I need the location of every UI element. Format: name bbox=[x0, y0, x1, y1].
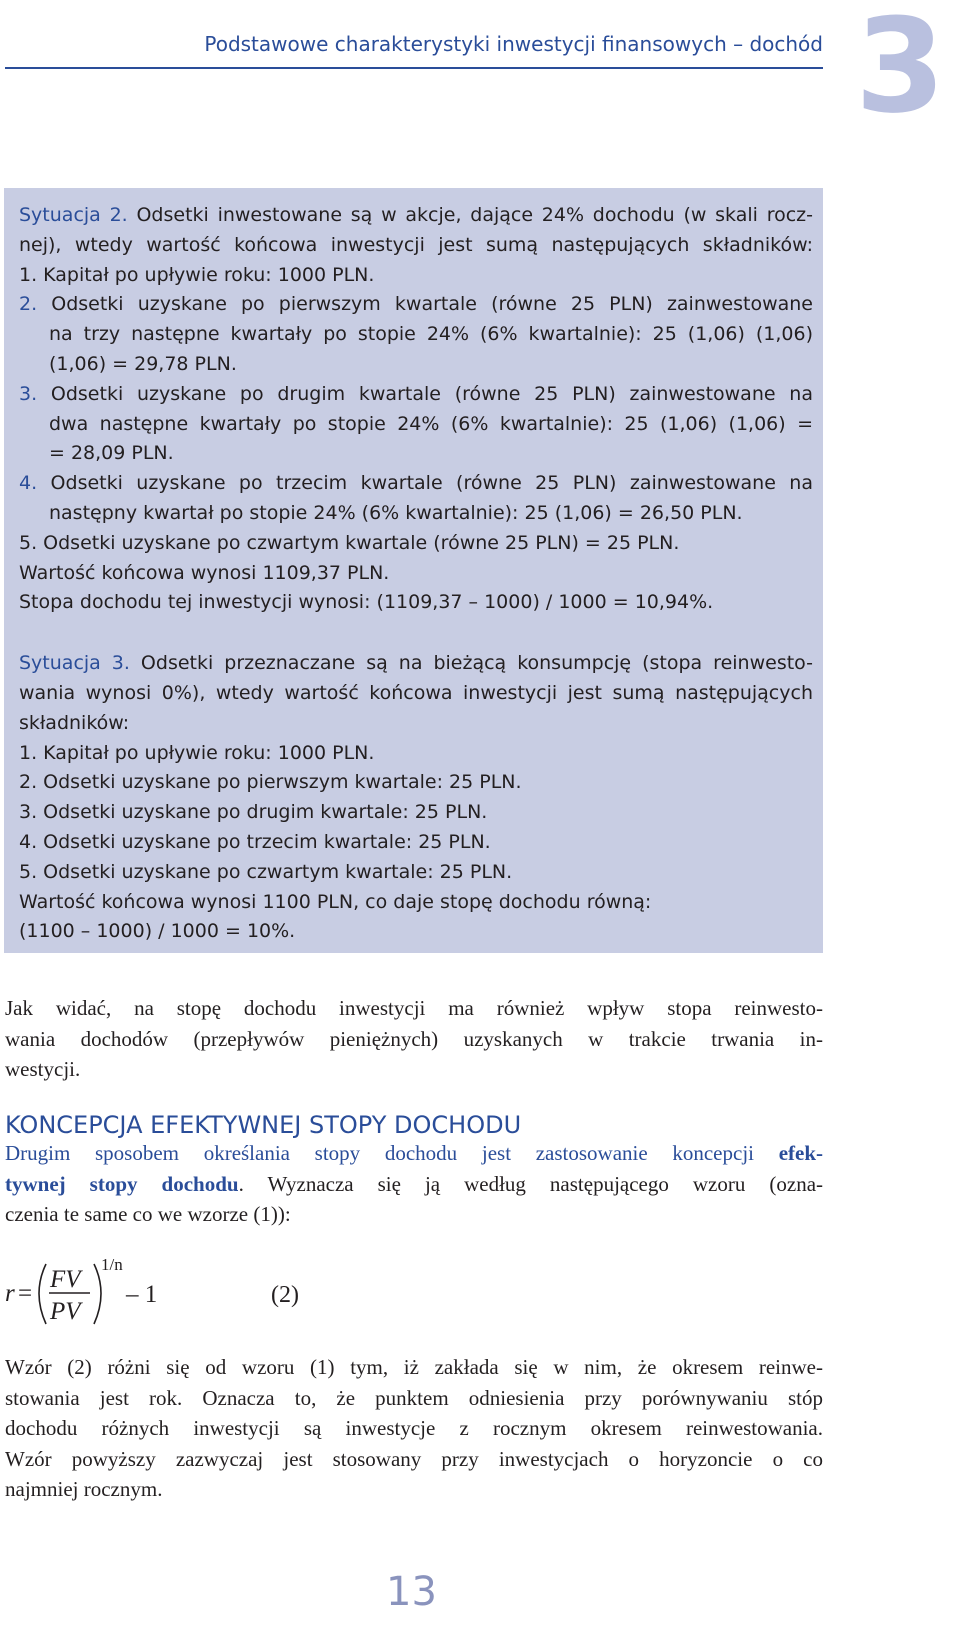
formula-minus-one: – 1 bbox=[126, 1281, 158, 1308]
situation-3-rate: (1100 – 1000) / 1000 = 10%. bbox=[19, 920, 296, 943]
situation-2-item-4-cont: następny kwartał po stopie 24% (6% kwartalnie): 25 (1,06) = 26,50 PLN. bbox=[49, 501, 743, 524]
page-number: 13 bbox=[386, 1569, 437, 1615]
term-effective-rate: efek- bbox=[778, 1141, 823, 1165]
formula-equals: = bbox=[18, 1280, 33, 1307]
formula-label: (2) bbox=[271, 1282, 299, 1308]
situation-2-line-2: nej), wtedy wartość końcowa inwestycji jest sumą następujących składników: bbox=[19, 233, 813, 256]
situation-2-final-value: Wartość końcowa wynosi 1109,37 PLN. bbox=[19, 561, 390, 584]
paragraph-effective-rate: Drugim sposobem określania stopy dochodu jest zastosowanie koncepcji efek- tywnej stopy dochodu. Wyznacza się ją według następującego wzoru (ozna- czenia te same co we wzorze (1)): bbox=[5, 1141, 824, 1226]
situation-2-item-4: 4. Odsetki uzyskane po trzecim kwartale (równe 25 PLN) zainwestowane na bbox=[19, 472, 813, 495]
situation-2-lead: Sytuacja 2. bbox=[19, 204, 128, 226]
situation-2-item-5: 5. Odsetki uzyskane po czwartym kwartale (równe 25 PLN) = 25 PLN. bbox=[19, 531, 680, 554]
situation-2-item-2-cont: na trzy następne kwartały po stopie 24% (6% kwartalnie): 25 (1,06) (1,06) bbox=[49, 323, 813, 346]
formula-lhs: r bbox=[5, 1280, 15, 1307]
situation-2-rate: Stopa dochodu tej inwestycji wynosi: (1109,37 – 1000) / 1000 = 10,94%. bbox=[19, 591, 714, 614]
formula-numerator: FV bbox=[50, 1266, 81, 1293]
section-heading: KONCEPCJA EFEKTYWNEJ STOPY DOCHODU bbox=[5, 1111, 522, 1139]
situation-3-final-value: Wartość końcowa wynosi 1100 PLN, co daje stopę dochodu równą: bbox=[19, 890, 652, 913]
situation-2-line-1: Sytuacja 2. Odsetki inwestowane są w akcje, dające 24% dochodu (w skali rocz- bbox=[19, 204, 813, 226]
chapter-number: 3 bbox=[855, 0, 946, 142]
example-box-content bbox=[19, 201, 813, 947]
situation-3-item-3: 3. Odsetki uzyskane po drugim kwartale: 25 PLN. bbox=[19, 801, 488, 824]
formula-graphic bbox=[5, 1248, 405, 1338]
situation-3-item-2: 2. Odsetki uzyskane po pierwszym kwartale: 25 PLN. bbox=[19, 771, 522, 794]
header-rule bbox=[5, 67, 823, 69]
formula-left-paren bbox=[39, 1264, 46, 1324]
situation-2-item-3-cont: dwa następne kwartały po stopie 24% (6% kwartalnie): 25 (1,06) (1,06) = bbox=[49, 412, 813, 435]
situation-3-lead: Sytuacja 3. bbox=[19, 652, 130, 675]
formula-exponent: 1/n bbox=[101, 1255, 123, 1274]
situation-3-line-2: wania wynosi 0%), wtedy wartość końcowa inwestycji jest sumą następujących bbox=[19, 681, 813, 704]
formula-right-paren bbox=[94, 1264, 101, 1324]
situation-3-line-3: składników: bbox=[19, 711, 130, 734]
situation-3-item-1: 1. Kapitał po upływie roku: 1000 PLN. bbox=[19, 741, 375, 764]
situation-2-item-1: 1. Kapitał po upływie roku: 1000 PLN. bbox=[19, 263, 375, 286]
situation-2-item-3: 3. Odsetki uzyskane po drugim kwartale (równe 25 PLN) zainwestowane na bbox=[19, 382, 813, 405]
situation-2-item-2: 2. Odsetki uzyskane po pierwszym kwartale (równe 25 PLN) zainwestowane bbox=[19, 293, 813, 316]
formula-2 bbox=[5, 1248, 405, 1338]
running-header: Podstawowe charakterystyki inwestycji finansowych – dochód bbox=[204, 32, 823, 56]
paragraph-reinvestment: Jak widać, na stopę dochodu inwestycji ma również wpływ stopa reinwesto- wania dochodów (przepływów pieniężnych) uzyskanych w trakcie trwania in- westycji. bbox=[5, 996, 823, 1081]
paragraph-formula-2: Wzór (2) różni się od wzoru (1) tym, iż zakłada się w nim, że okresem reinwe- stowania jest rok. Oznacza to, że punktem odniesienia przy porównywaniu stóp dochodu różnych inwestycji są inwestycje z rocznym okresem reinwestowania. Wzór powyższy zazwyczaj jest stosowany przy inwestycjach o horyzoncie o co najmniej rocznym. bbox=[5, 1355, 823, 1501]
formula-denominator: PV bbox=[50, 1298, 81, 1325]
term-effective-rate-cont: tywnej stopy dochodu bbox=[5, 1171, 239, 1196]
situation-3-item-5: 5. Odsetki uzyskane po czwartym kwartale: 25 PLN. bbox=[19, 860, 513, 883]
situation-2-item-2-end: (1,06) = 29,78 PLN. bbox=[49, 352, 237, 375]
example-box bbox=[4, 188, 823, 953]
box-spacer bbox=[19, 618, 813, 649]
situation-3-item-4: 4. Odsetki uzyskane po trzecim kwartale: 25 PLN. bbox=[19, 830, 491, 853]
situation-2-item-3-end: = 28,09 PLN. bbox=[49, 442, 174, 465]
situation-3-line-1: Sytuacja 3. Odsetki przeznaczane są na bieżącą konsumpcję (stopa reinwesto- bbox=[19, 652, 813, 675]
